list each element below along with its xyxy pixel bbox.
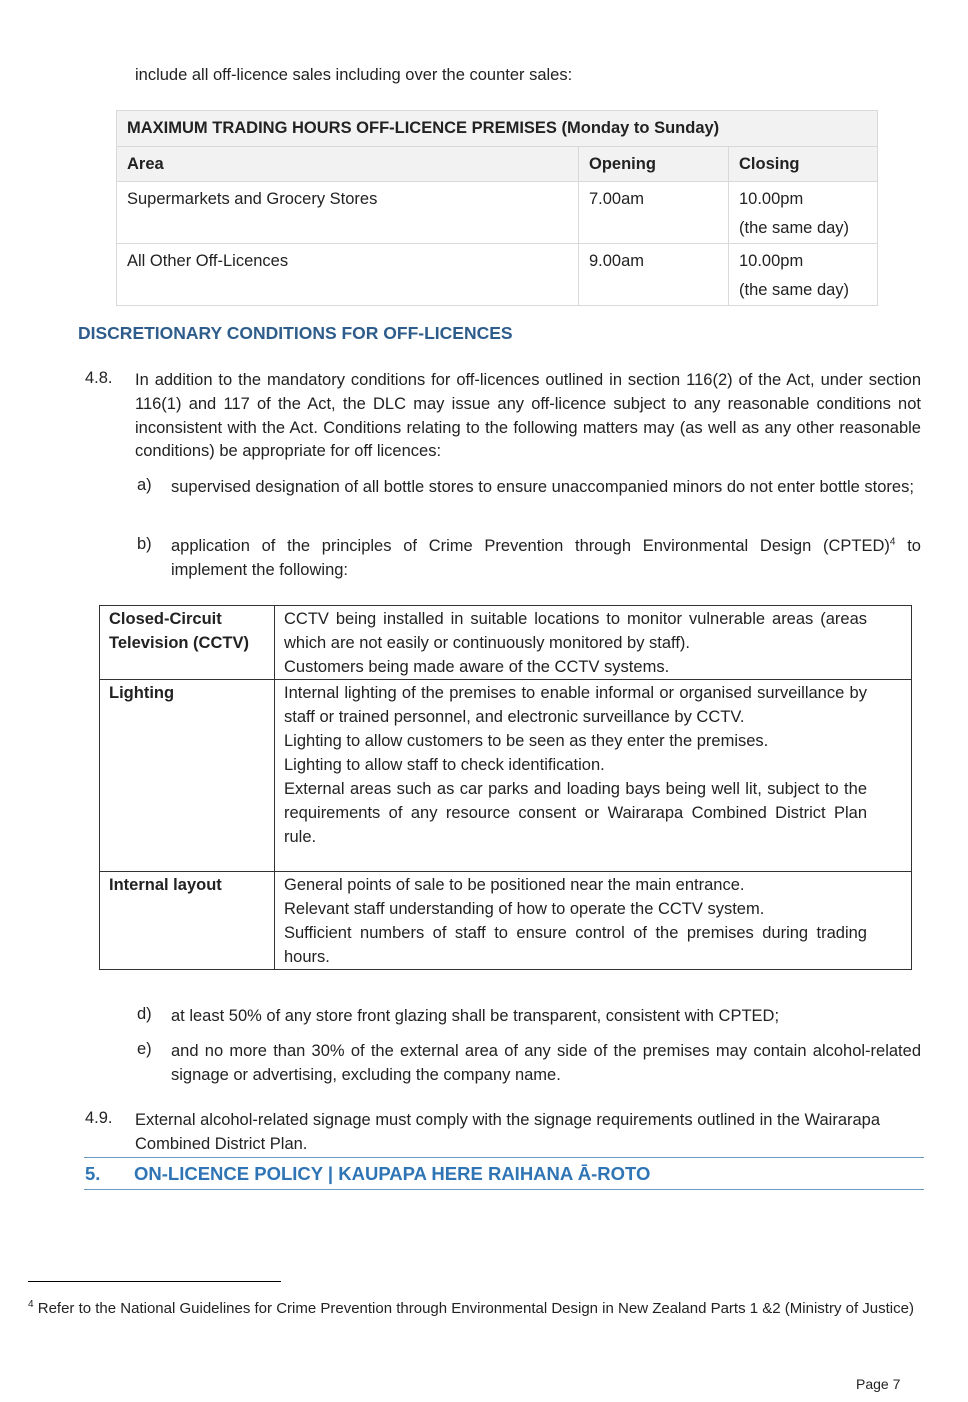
item-d-text: at least 50% of any store front glazing shall be transparent, consistent with CPTED; <box>171 1007 780 1025</box>
clause-number: 4.8. <box>85 369 113 387</box>
table-row <box>100 606 912 680</box>
cell-area: Supermarkets and Grocery Stores <box>117 182 579 244</box>
cpted-label: Lighting <box>100 680 275 872</box>
footnote-text: Refer to the National Guidelines for Crime Prevention through Environmental Design in New Zealand Parts 1 &2 (Ministry of Justice) <box>33 1300 914 1317</box>
closing-time: 10.00pm <box>739 252 804 270</box>
trading-hours-header-row <box>117 147 878 182</box>
cpted-description <box>275 680 912 872</box>
table-row <box>100 872 912 970</box>
cpted-line: External areas such as car parks and loading bays being well lit, subject to the requirements of any resource consent or Wairarapa Combined District Plan rule. <box>284 780 867 846</box>
cpted-table <box>99 605 912 970</box>
cpted-line: Lighting to allow customers to be seen as they enter the premises. <box>284 732 769 750</box>
cpted-description <box>275 606 912 680</box>
cpted-line: Internal lighting of the premises to enable informal or organised surveillance by staff or trained personnel, and electronic surveillance by CCTV. <box>284 684 867 726</box>
discretionary-heading: DISCRETIONARY CONDITIONS FOR OFF-LICENCES <box>78 323 513 343</box>
trading-hours-title: MAXIMUM TRADING HOURS OFF-LICENCE PREMISES (Monday to Sunday) <box>117 111 878 147</box>
cpted-line: General points of sale to be positioned near the main entrance. <box>284 876 745 894</box>
footnote-number: 4 <box>28 1299 34 1310</box>
header-closing: Closing <box>729 147 878 182</box>
cell-area: All Other Off-Licences <box>117 244 579 306</box>
table-row <box>100 680 912 872</box>
section-number: 5. <box>85 1163 101 1184</box>
cpted-line: Customers being made aware of the CCTV systems. <box>284 658 670 676</box>
item-b-text-after: to implement the following: <box>171 537 921 579</box>
closing-note: (the same day) <box>739 219 850 237</box>
footnote <box>28 1294 928 1320</box>
item-b-text <box>171 535 921 583</box>
page-number: Page 7 <box>856 1376 901 1392</box>
cpted-description <box>275 872 912 970</box>
table-row <box>117 244 878 306</box>
section-title: ON-LICENCE POLICY | KAUPAPA HERE RAIHANA Ā-ROTO <box>134 1163 651 1184</box>
item-letter: e) <box>137 1040 152 1058</box>
cpted-line: Relevant staff understanding of how to operate the CCTV system. <box>284 900 765 918</box>
cell-opening: 7.00am <box>579 182 729 244</box>
cell-closing <box>729 244 878 306</box>
section-5-heading <box>84 1157 924 1190</box>
cpted-line: CCTV being installed in suitable locations to monitor vulnerable areas (areas which are not easily or continuously monitored by staff). <box>284 610 867 652</box>
header-opening: Opening <box>579 147 729 182</box>
cpted-label: Closed-Circuit Television (CCTV) <box>100 606 275 680</box>
item-letter: d) <box>137 1005 152 1023</box>
intro-text: include all off-licence sales including over the counter sales: <box>135 66 573 84</box>
closing-time: 10.00pm <box>739 190 804 208</box>
item-letter: b) <box>137 535 152 553</box>
cpted-line: Lighting to allow staff to check identification. <box>284 756 605 774</box>
item-letter: a) <box>137 476 152 494</box>
cell-closing <box>729 182 878 244</box>
clause-number: 4.9. <box>85 1109 113 1127</box>
cell-opening: 9.00am <box>579 244 729 306</box>
clause-4-9-text: External alcohol-related signage must comply with the signage requirements outlined in the Wairarapa Combined District Plan. <box>135 1111 881 1153</box>
cpted-label: Internal layout <box>100 872 275 970</box>
cpted-line: Sufficient numbers of staff to ensure control of the premises during trading hours. <box>284 924 867 966</box>
footnote-divider <box>28 1281 281 1282</box>
footnote-reference: 4 <box>889 536 896 548</box>
closing-note: (the same day) <box>739 281 850 299</box>
table-row <box>117 182 878 244</box>
item-b-text-before: application of the principles of Crime Prevention through Environmental Design (CPTED) <box>171 537 890 555</box>
item-a-text: supervised designation of all bottle stores to ensure unaccompanied minors do not enter bottle stores; <box>171 478 914 496</box>
header-area: Area <box>117 147 579 182</box>
item-e-text: and no more than 30% of the external area of any side of the premises may contain alcohol-related signage or advertising, excluding the company name. <box>171 1042 921 1084</box>
trading-hours-table <box>116 110 878 306</box>
clause-4-8-text: In addition to the mandatory conditions for off-licences outlined in section 116(2) of the Act, under section 116(1) and 117 of the Act, the DLC may issue any off-licence subject to any reasonable conditions not inconsistent with the Act. Conditions relating to the following matters may (as well as any other reasonable conditions) be appropriate for off licences: <box>135 371 921 461</box>
